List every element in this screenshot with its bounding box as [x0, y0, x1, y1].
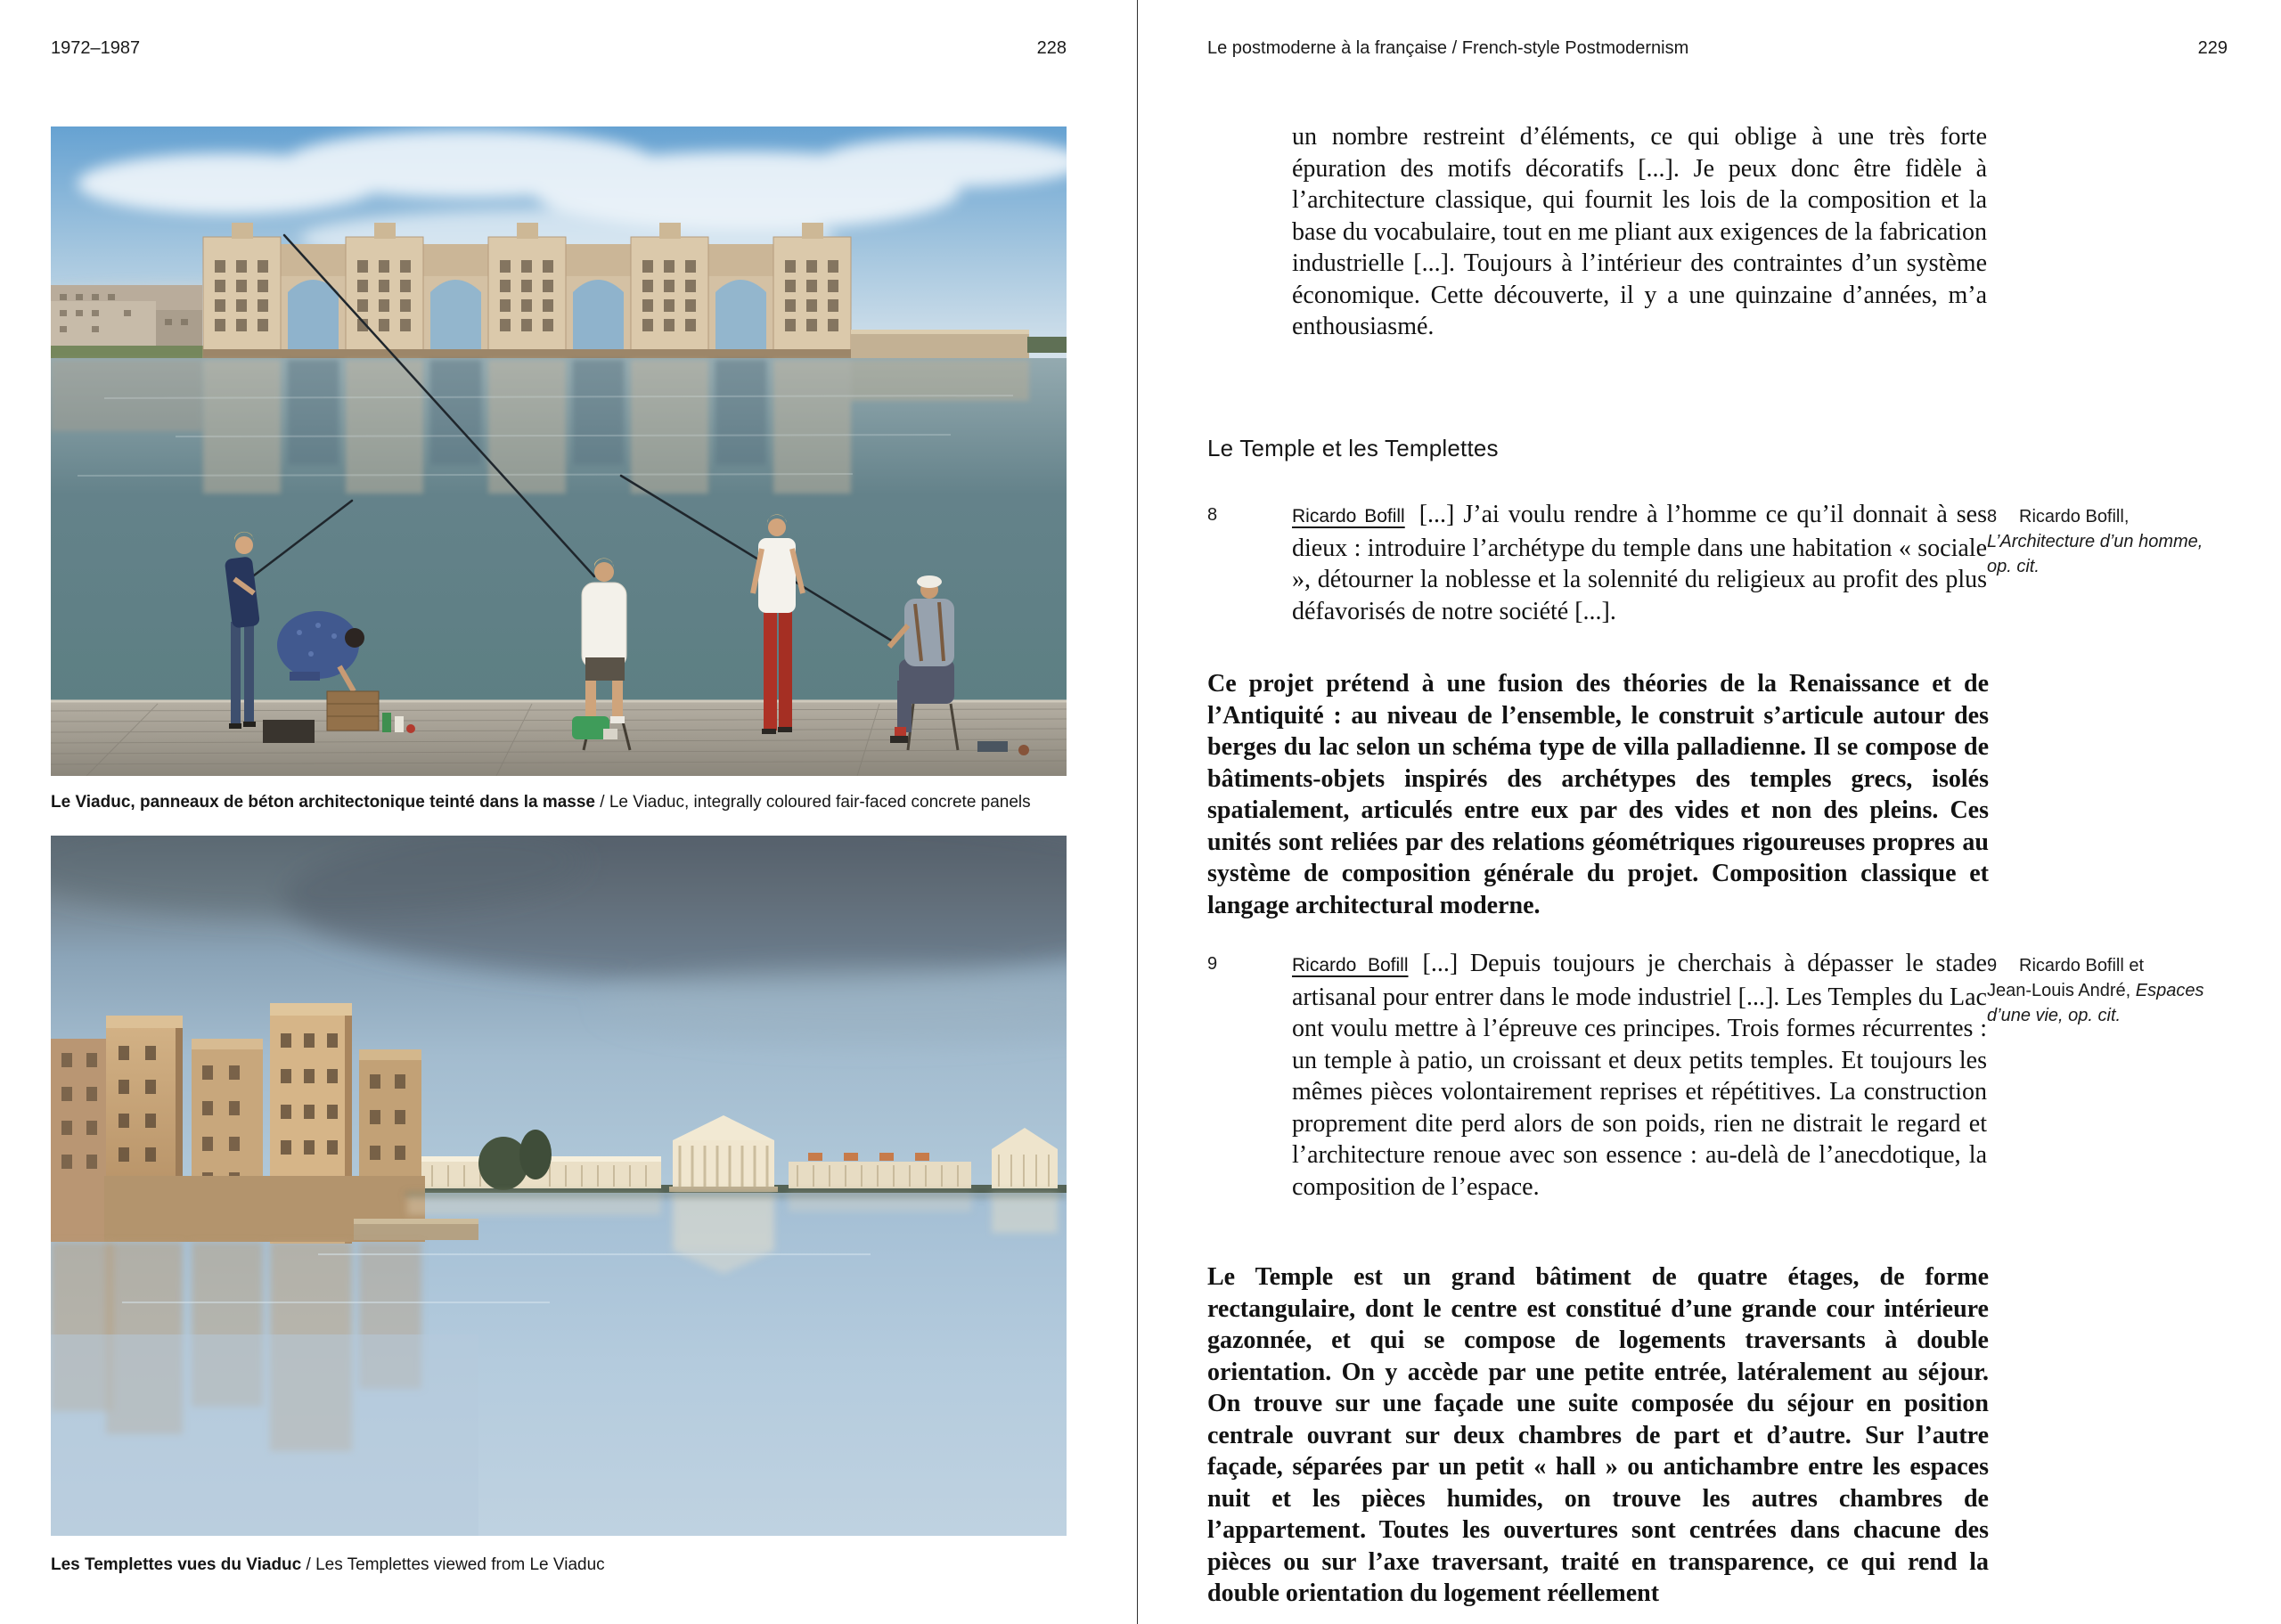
folio-date-range: 1972–1987: [51, 38, 141, 58]
note-8-line2: L’Architecture d’un homme,: [1987, 532, 2203, 551]
page-number-right: 229: [2197, 38, 2228, 58]
note-9-line2-regular: Jean-Louis André,: [1987, 981, 2136, 1000]
caption-les-templettes-fr: Les Templettes vues du Viaduc: [51, 1555, 302, 1574]
section-heading: Le Temple et les Templettes: [1207, 435, 1499, 461]
quote-number-9: 9: [1207, 954, 1218, 974]
quote-number-8: 8: [1207, 505, 1218, 525]
note-8-line1: Ricardo Bofill,: [2019, 507, 2130, 526]
paragraph-intro-quote: un nombre restreint d’éléments, ce qui oblige à une très forte épuration des motifs décoratifs [...]. Je peux donc être fidèle à l’architecture classique, qui fournit les lois de la composition et la base du vocabulaire, tout en me pliant aux exigences de la fabrication industrielle [...]. Toujours à l’intérieur des contraintes d’un système économique. Cette découverte, il y a une quinzaine d’années, m’a enthousiasmé.: [1292, 123, 1987, 340]
running-header: Le postmoderne à la française / French-style Postmodernism: [1207, 38, 1689, 58]
paragraph-bold-temple: Le Temple est un grand bâtiment de quatre étages, de forme rectangulaire, dont le centre est constitué d’une grande cour intérieure gazonnée, et qui se compose de logements traversants à double orientation. On y accède par une petite entrée, latéralement au séjour. On trouve sur une façade une suite composée du séjour en position centrale ouvrant sur deux chambres de part et d’autre. Sur l’autre façade, séparées par un petit « hall » ou antichambre entre les espaces nuit et les pièces humides, on trouve les autres chambres de l’appartement. Toutes les ouvertures sont centrées dans chacune des pièces ou sur l’axe traversant, traité en transparence, ce qui rend la double orientation du logement réellement: [1207, 1263, 1989, 1607]
photo-le-viaduc: [51, 126, 1067, 776]
photo-les-templettes: [51, 836, 1067, 1536]
quote-8: [1292, 499, 1987, 627]
margin-note-8: [1987, 504, 2242, 579]
page-number-left: 228: [1036, 38, 1067, 58]
quote-8-speaker: Ricardo Bofill: [1292, 506, 1405, 526]
note-8-line3: op. cit.: [1987, 557, 2040, 576]
caption-les-templettes: [51, 1555, 1067, 1576]
page-divider-rule: [1137, 0, 1138, 1624]
caption-le-viaduc: [51, 792, 1067, 813]
note-9-line2-italic: Espaces: [2135, 981, 2204, 1000]
quote-9-speaker: Ricardo Bofill: [1292, 955, 1409, 975]
quote-9: [1292, 948, 1987, 1203]
note-9-line1: Ricardo Bofill et: [2019, 956, 2145, 975]
paragraph-bold-project: Ce projet prétend à une fusion des théories de la Renaissance et de l’Antiquité : au niveau de l’ensemble, le construit s’articule autour des berges du lac selon un schéma type de villa palladienne. Il se compose de bâtiments-objets inspirés des archétypes des temples grecs, isolés spatialement, articulés entre eux par des vides et non des pleins. Ces unités sont reliées par des relations géométriques rigoureuses propres au système de composition générale du projet. Composition classique et langage architectural moderne.: [1207, 670, 1989, 919]
caption-le-viaduc-en: / Le Viaduc, integrally coloured fair-faced concrete panels: [595, 793, 1031, 812]
margin-note-9: [1987, 953, 2242, 1028]
note-9-line3: d’une vie, op. cit.: [1987, 1006, 2122, 1025]
quote-8-text: [...] J’ai voulu rendre à l’homme ce qu’il donnait à ses dieux : introduire l’archétype du temple dans une habitation « sociale », détourner la noblesse et la solennité du religieux au profit des plus défavorisés de notre société [...].: [1292, 501, 1987, 625]
quote-9-text: [...] Depuis toujours je cherchais à dépasser le stade artisanal pour entrer dans le mode industriel [...]. Les Temples du Lac ont voulu mettre à l’épreuve ces principes. Trois formes récurrentes : un temple à patio, un croissant et deux petits temples. Et toujours les mêmes pièces volontairement reprises et répétitives. La construction proprement dite perd alors de son poids, rien ne distrait le regard et l’architecture renoue avec son essence : au-delà de l’anecdotique, la composition de l’espace.: [1292, 950, 1987, 1201]
caption-les-templettes-en: / Les Templettes viewed from Le Viaduc: [301, 1555, 605, 1574]
dock: [51, 700, 1067, 776]
caption-le-viaduc-fr: Le Viaduc, panneaux de béton architectonique teinté dans la masse: [51, 793, 595, 812]
note-9-number: 9: [1987, 956, 1998, 975]
note-8-number: 8: [1987, 507, 1998, 526]
reflection-fade: [51, 1334, 478, 1536]
